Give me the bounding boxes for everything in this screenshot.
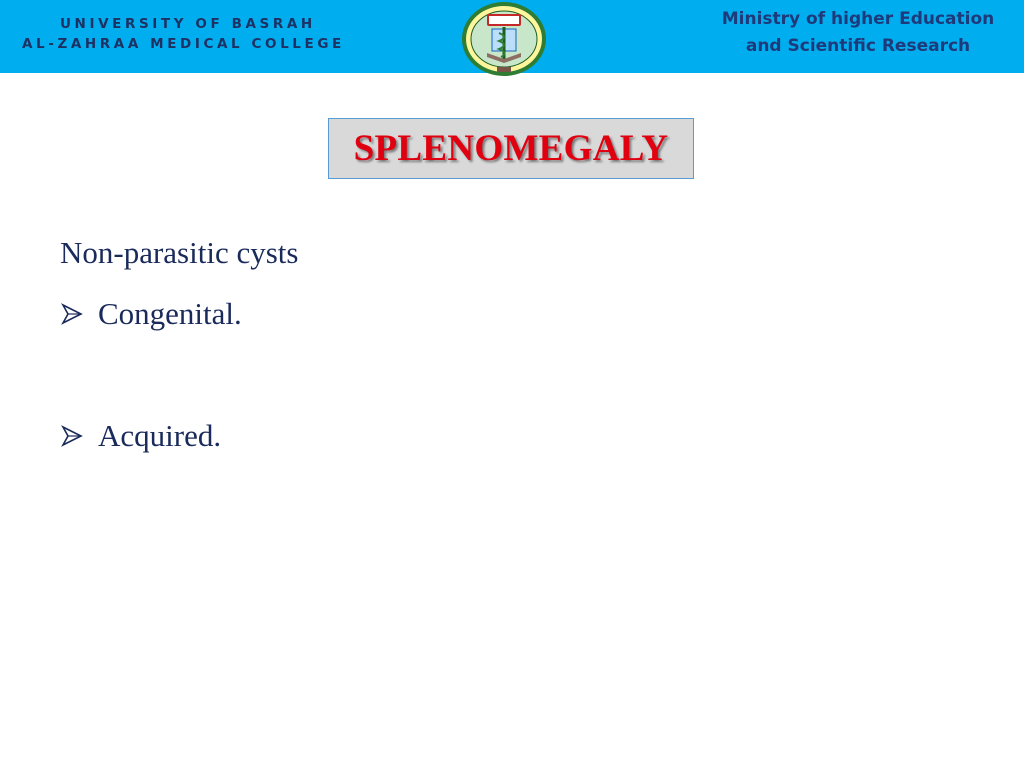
- ministry-line-1: Ministry of higher Education: [721, 9, 995, 29]
- ministry-name: [700, 6, 1016, 60]
- bullet-text: Congenital.: [98, 296, 242, 331]
- bullet-item-acquired: [60, 418, 221, 454]
- college-line-2: AL-ZAHRAA MEDICAL COLLEGE: [22, 36, 345, 52]
- ministry-line-2: and Scientific Research: [745, 36, 971, 56]
- college-seal-logo: [459, 1, 549, 77]
- bullet-text: Acquired.: [98, 418, 222, 453]
- arrow-bullet-icon: [60, 302, 84, 326]
- university-name: [0, 14, 368, 54]
- arrow-bullet-icon: [60, 424, 84, 448]
- section-heading: Non-parasitic cysts: [60, 235, 299, 270]
- university-line-1: UNIVERSITY OF BASRAH: [60, 16, 316, 32]
- bullet-item-congenital: [60, 296, 242, 332]
- slide-title-box: [328, 118, 694, 179]
- slide-title: SPLENOMEGALY: [353, 128, 669, 169]
- header-banner: [0, 0, 1024, 73]
